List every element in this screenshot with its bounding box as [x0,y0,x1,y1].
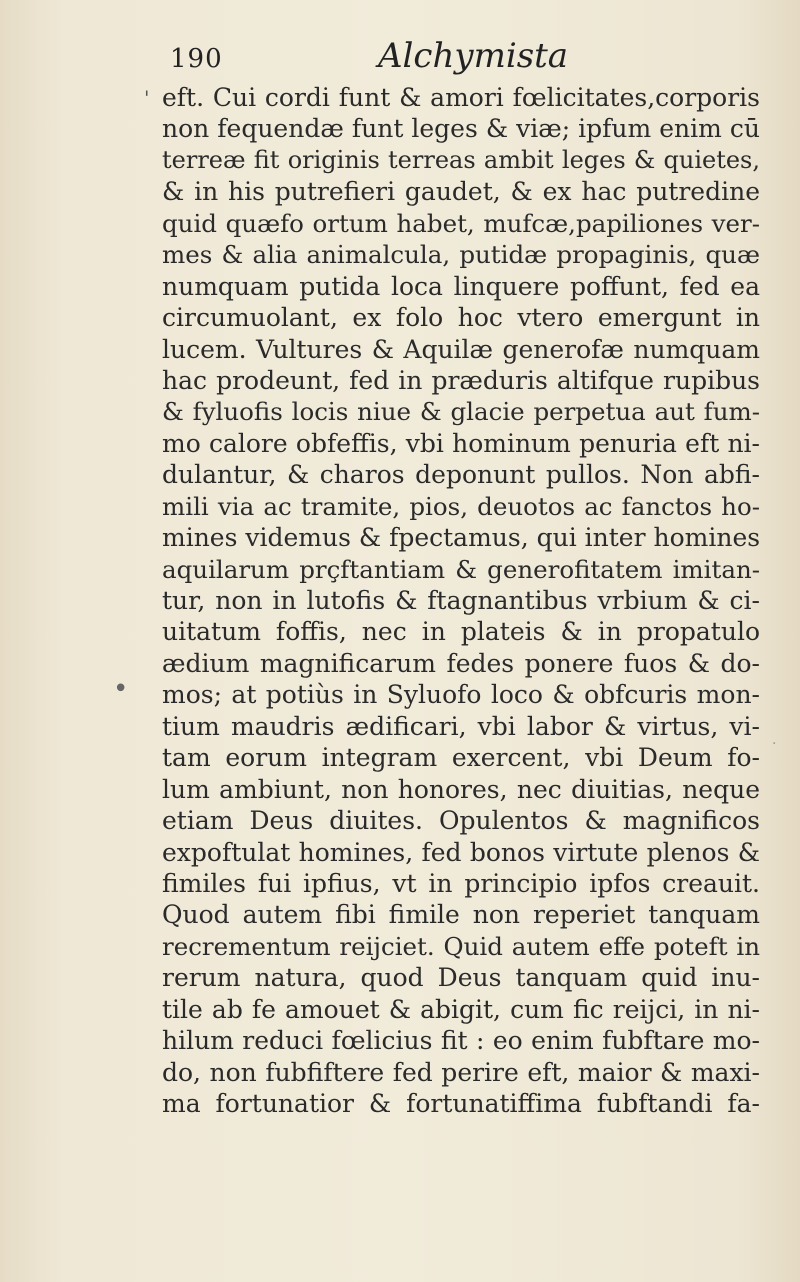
text-line: mili via ac tramite, pios, deuotos ac fanctos ho- [162,491,760,521]
text-line: & fyluofis locis niue & glacie perpetua aut fum- [162,397,760,427]
text-line: terreæ fit originis terreas ambit leges & quietes, [162,145,760,174]
text-line: fimiles fui ipfius, vt in principio ipfos creauit. [162,868,760,898]
running-title: Alchymista [378,36,569,76]
text-line: rerum natura, quod Deus tanquam quid inu- [162,963,760,993]
text-line: do, non fubfiftere fed perire eft, maior & maxi- [162,1057,760,1087]
page-number: 190 [170,44,223,74]
text-line: ædium magnificarum fedes ponere fuos & do- [162,648,760,678]
text-line: tur, non in lutofis & ftagnantibus vrbium & ci- [162,586,760,615]
text-line: mes & alia animalcula, putidæ propaginis, quæ [162,240,760,270]
text-line: tium maudris ædificari, vbi labor & virtus, vi- [162,711,760,741]
text-line: hilum reduci fœlicius fit : eo enim fubftare mo- [162,1026,760,1056]
text-line: eft. Cui cordi funt & amori fœlicitates,corporis [162,83,760,112]
text-line: non fequendæ funt leges & viæ; ipfum enim cū [162,114,760,144]
text-line: mos; at potiùs in Syluofo loco & obfcuris mon- [162,680,760,710]
text-line: uitatum foffis, nec in plateis & in propatulo [162,617,760,647]
text-line: lucem. Vultures & Aquilæ generofæ numquam [162,334,760,364]
text-line: lum ambiunt, non honores, nec diuitias, neque [162,774,760,804]
text-line: dulantur, & charos deponunt pullos. Non abfi- [162,460,760,490]
text-line: hac prodeunt, fed in præduris altifque rupibus [162,365,760,395]
body-text [162,82,760,1119]
text-line: tam eorum integram exercent, vbi Deum fo- [162,743,760,773]
margin-dot-mark: • [113,674,129,704]
text-line: aquilarum prçftantiam & generofitatem imitan- [162,554,760,584]
text-line: mo calore obfeffis, vbi hominum penuria eft ni- [162,428,760,458]
margin-tick-mark: · [772,736,777,752]
margin-quote-mark: ' [144,86,150,110]
text-line: mines videmus & fpectamus, qui inter homines [162,523,761,553]
text-line: numquam putida loca linquere poffunt, fed ea [162,271,760,301]
text-line: ma fortunatior & fortunatiffima fubftandi fa- [162,1089,760,1118]
text-line: etiam Deus diuites. Opulentos & magnificos [162,806,760,836]
text-line: & in his putrefieri gaudet, & ex hac putredine [162,177,760,207]
text-line: circumuolant, ex folo hoc vtero emergunt in [162,303,760,333]
text-line: tile ab fe amouet & abigit, cum fic reijci, in ni- [162,994,760,1024]
text-line: expoftulat homines, fed bonos virtute plenos & [162,837,760,867]
text-line: recrementum reijciet. Quid autem effe poteft in [162,931,760,961]
text-line: Quod autem fibi fimile non reperiet tanquam [162,900,760,930]
text-line: quid quæfo ortum habet, mufcæ,papiliones ver- [162,208,760,238]
